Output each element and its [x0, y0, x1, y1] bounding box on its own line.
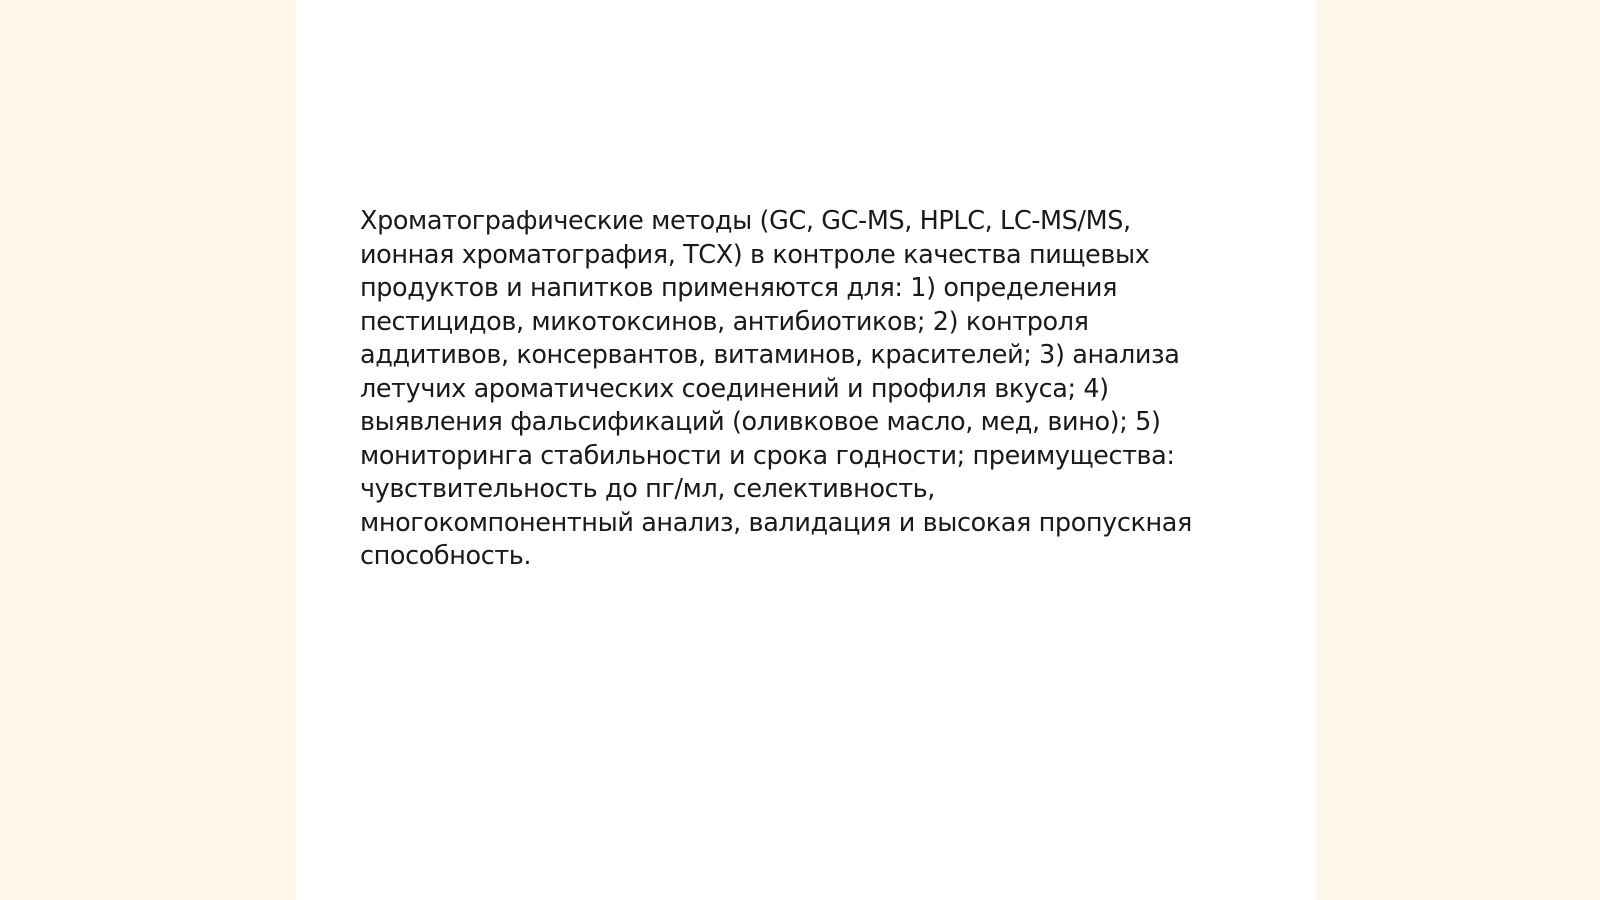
paragraph-line: мониторинга стабильности и срока годности; преимущества:	[360, 440, 1175, 471]
paragraph-line: ионная хроматография, ТСХ) в контроле качества пищевых	[360, 239, 1150, 270]
paragraph-line: способность.	[360, 541, 532, 571]
paragraph-line: летучих ароматических соединений и профиля вкуса; 4)	[360, 373, 1109, 404]
paragraph-line: Хроматографические методы (GC, GC-MS, HPLC, LC-MS/MS,	[360, 206, 1131, 236]
document-page	[296, 0, 1317, 900]
paragraph-line: чувствительность до пг/мл, селективность,	[360, 474, 935, 504]
paragraph-line: продуктов и напитков применяются для: 1) определения	[360, 273, 1118, 303]
paragraph-line: аддитивов, консервантов, витаминов, красителей; 3) анализа	[360, 340, 1180, 370]
body-paragraph	[360, 205, 1260, 574]
paragraph-line: многокомпонентный анализ, валидация и высокая пропускная	[360, 507, 1192, 538]
paragraph-line: пестицидов, микотоксинов, антибиотиков; 2) контроля	[360, 306, 1089, 337]
paragraph-line: выявления фальсификаций (оливковое масло, мед, вино); 5)	[360, 407, 1161, 437]
